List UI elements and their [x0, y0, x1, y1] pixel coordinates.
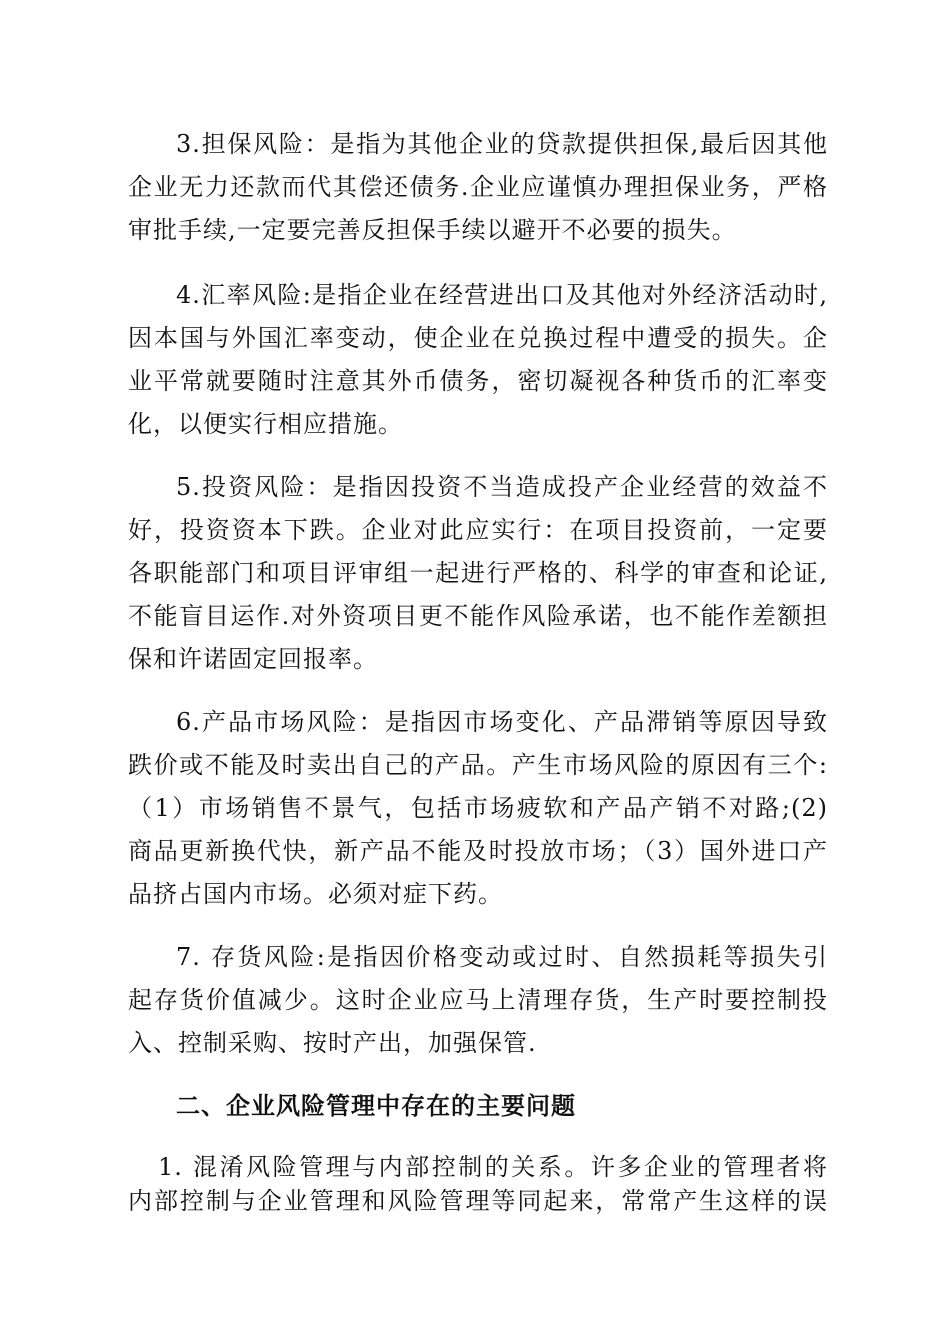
market-risk-line-5: 品挤占国内市场。必须对症下药。	[128, 880, 503, 908]
investment-risk-line-4: 不能盲目运作.对外资项目更不能作风险承诺，也不能作差额担	[128, 602, 828, 630]
investment-risk-line-3: 各职能部门和项目评审组一起进行严格的、科学的审查和论证,	[128, 559, 828, 587]
exchange-risk-line-1: 4.汇率风险:是指企业在经营进出口及其他对外经济活动时,	[176, 281, 828, 309]
market-risk-line-2: 跌价或不能及时卖出自己的产品。产生市场风险的原因有三个:	[128, 751, 828, 779]
market-risk-line-1: 6.产品市场风险：是指因市场变化、产品滞销等原因导致	[176, 708, 828, 736]
inventory-risk-line-2: 起存货价值减少。这时企业应马上清理存货，生产时要控制投	[128, 986, 828, 1014]
market-risk-line-3: （1）市场销售不景气，包括市场疲软和产品产销不对路;(2)	[128, 794, 828, 822]
confusion-line-1: 1. 混淆风险管理与内部控制的关系。许多企业的管理者将	[158, 1153, 828, 1181]
exchange-risk-line-4: 化，以便实行相应措施。	[128, 410, 403, 438]
guarantee-risk-line-2: 企业无力还款而代其偿还债务.企业应谨慎办理担保业务，严格	[128, 173, 828, 201]
investment-risk-line-1: 5.投资风险：是指因投资不当造成投产企业经营的效益不	[176, 473, 828, 501]
confusion-line-2: 内部控制与企业管理和风险管理等同起来，常常产生这样的误	[128, 1187, 828, 1215]
exchange-risk-line-3: 业平常就要随时注意其外币债务，密切凝视各种货币的汇率变	[128, 367, 828, 395]
inventory-risk-line-1: 7. 存货风险:是指因价格变动或过时、自然损耗等损失引	[176, 943, 828, 971]
guarantee-risk-line-3: 审批手续,一定要完善反担保手续以避开不必要的损失。	[128, 216, 737, 244]
section-heading: 二、企业风险管理中存在的主要问题	[176, 1092, 576, 1120]
investment-risk-line-2: 好，投资资本下跌。企业对此应实行：在项目投资前，一定要	[128, 516, 828, 544]
investment-risk-line-5: 保和许诺固定回报率。	[128, 645, 378, 673]
market-risk-line-4: 商品更新换代快，新产品不能及时投放市场；（3）国外进口产	[128, 837, 828, 865]
exchange-risk-line-2: 因本国与外国汇率变动，使企业在兑换过程中遭受的损失。企	[128, 324, 828, 352]
guarantee-risk-line-1: 3.担保风险：是指为其他企业的贷款提供担保,最后因其他	[176, 130, 828, 158]
inventory-risk-line-3: 入、控制采购、按时产出，加强保管.	[128, 1029, 537, 1057]
